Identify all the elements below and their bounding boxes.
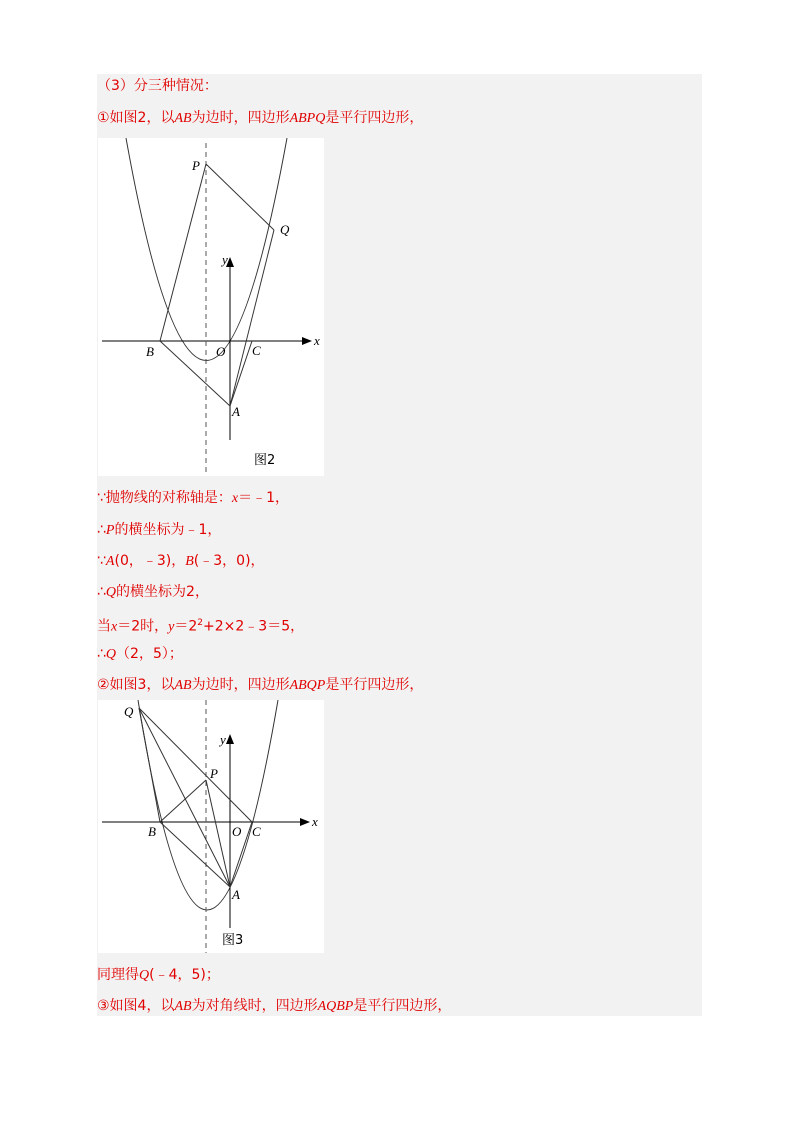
figure-2 [98, 138, 324, 476]
label-x: x [312, 814, 318, 829]
text-line-case1: ①如图2，以AB为边时，四边形ABPQ是平行四边形， [97, 110, 424, 126]
text-line-p-abscissa: ∴P的横坐标为﹣1， [97, 522, 222, 538]
text-line-cases: （3）分三种情况： [97, 78, 218, 94]
figure-3-diagram [98, 700, 324, 953]
label-p: P [192, 158, 200, 173]
segment-qa [139, 708, 230, 887]
text-line-symmetry: ∵抛物线的对称轴是：x＝﹣1， [97, 490, 290, 506]
segment-ac [230, 341, 252, 406]
label-p: P [210, 766, 218, 781]
label-y: y [220, 732, 226, 747]
figure-3-caption: 图3 [222, 933, 244, 948]
x-axis-arrow [302, 337, 312, 345]
segment-ba [160, 822, 230, 887]
label-q: Q [124, 704, 134, 719]
figure-3 [98, 700, 324, 953]
label-a: A [232, 887, 240, 902]
label-b: B [146, 344, 154, 359]
text-line-compute-y: 当x＝2时，$y=2^2+2\times 2﹣3=5$， [97, 618, 305, 635]
label-y: y [222, 252, 228, 267]
label-o: O [216, 344, 226, 359]
text-line-q-result: ∴Q（2，5）； [97, 646, 183, 662]
segment-qb [139, 708, 160, 822]
text-line-similar: 同理得Q(﹣4，5)； [97, 967, 220, 983]
segment-qa [230, 230, 274, 406]
text-line-points: ∵A(0，﹣3)，B(﹣3，0)， [97, 553, 265, 569]
parabola-curve [138, 700, 278, 910]
label-b: B [148, 824, 156, 839]
label-x: x [314, 333, 320, 348]
segment-bp [160, 780, 206, 822]
text-line-case3: ③如图4，以AB为对角线时，四边形AQBP是平行四边形， [97, 998, 452, 1014]
figure-2-caption: 图2 [254, 453, 276, 468]
label-c: C [252, 343, 261, 358]
segment-pq [206, 164, 274, 230]
x-axis-arrow [300, 818, 310, 826]
label-q: Q [280, 222, 290, 237]
figure-2-diagram [98, 138, 324, 476]
y-axis-arrow [226, 734, 234, 744]
text-line-q-abscissa: ∴Q的横坐标为2， [97, 584, 209, 600]
label-c: C [252, 824, 261, 839]
segment-bp [160, 164, 206, 341]
text-line-case2: ②如图3，以AB为边时，四边形ABQP是平行四边形， [97, 677, 424, 693]
segment-qc [139, 708, 252, 822]
label-a: A [232, 404, 240, 419]
label-o: O [232, 824, 242, 839]
